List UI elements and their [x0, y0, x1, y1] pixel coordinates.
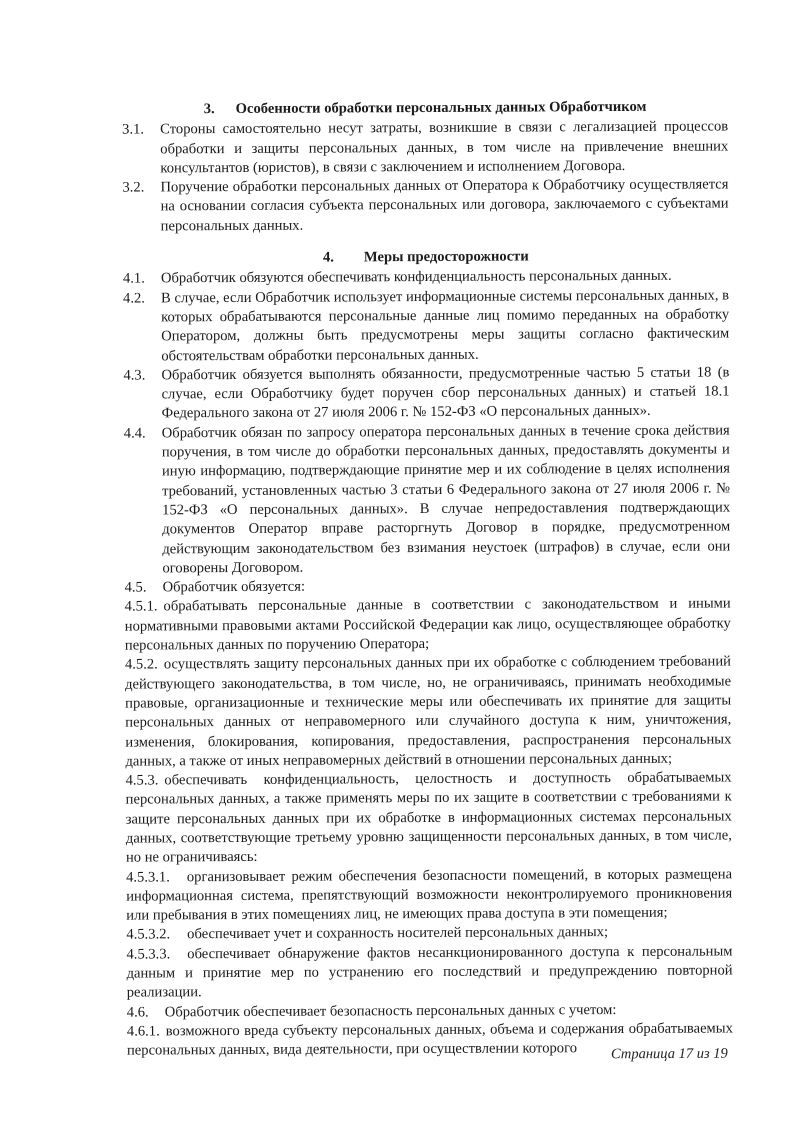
- clause: [122, 176, 728, 237]
- clause-number: 3.2.: [122, 179, 145, 196]
- clause-text: Обработчик обеспечивает безопасность персональных данных с учетом:: [164, 1001, 617, 1021]
- clause: [126, 942, 732, 1003]
- clause-text: обрабатывать персональные данные в соответствии с законодательством и иными нормативными правовыми актами Российской Федерации как лицо, осуществляющее обработку персональных данных по поручению Оператора;: [124, 595, 731, 654]
- clause-number: 4.1.: [122, 270, 145, 287]
- clause-number: 4.4.: [123, 425, 146, 442]
- page-number: Страница 17 из 19: [611, 1045, 729, 1063]
- clause-number: 4.5.3.1.: [126, 868, 170, 886]
- clause-number: 4.5.1.: [124, 598, 158, 616]
- clause-text: возможного вреда субъекту персональных данных, объема и содержания обрабатываемых персональных данных, вида деятельности, при осуществлении которого: [126, 1020, 733, 1059]
- clause: [124, 421, 731, 579]
- clause-text: Стороны самостоятельно несут затраты, возникшие в связи с легализацией процессов обработки и защиты персональных данных, в том числе на привлечение внешних консультантов (юристов), в связи с заключением и исполнением Договора.: [160, 118, 729, 177]
- clause-text: Особенности обработки персональных данных Обработчиком: [235, 98, 647, 117]
- document-body: [122, 97, 733, 1061]
- clause-number: 4.5.2.: [124, 656, 158, 673]
- clause-text: обеспечивает учет и сохранность носителей персональных данных;: [187, 924, 609, 943]
- clause-text: Меры предосторожности: [363, 248, 529, 266]
- clause-number: 4.5.: [124, 579, 147, 596]
- clause-text: Обработчик обязан по запросу оператора персональных данных в течение срока действия поручения, в том числе до обработки персональных данных, предоставлять документы и иную информацию, подтверждающие принятие мер и их соблюдение в целях исполнения требований, установленных частью 3 статьи 6 Федерального закона от 27 июля 2006 г. № 152-ФЗ «О персональных данных». В случае непредоставления подтверждающих документов Оператор вправе расторгнуть Договор в порядке, предусмотренном действующим законодательством без взимания неустоек (штрафов) в случае, если они оговорены Договором.: [161, 422, 731, 577]
- clause-number: 4.: [322, 249, 334, 266]
- clause: [126, 768, 732, 868]
- clause-text: Обработчик обязуются обеспечивать конфиденциальность персональных данных.: [160, 268, 672, 287]
- clause: [122, 118, 728, 179]
- clause-number: 4.2.: [122, 290, 145, 307]
- clause: [125, 595, 731, 656]
- clause-text: Поручение обработки персональных данных от Оператора к Обработчику осуществляется на основании согласия субъекта персональных или договора, заключаемого с субъектами персональных данных.: [160, 176, 729, 235]
- clause-number: 4.6.1.: [126, 1023, 160, 1040]
- clause-text: обеспечивать конфиденциальность, целостность и доступность обрабатываемых персональных данных, а также применять меры по их защите в соответствии с требованиями к защите персональных данных при их обработке в информационных системах персональных данных, соответствующие третьему уровню защищенности персональных данных, в том числе, но не ограничиваясь:: [125, 769, 732, 866]
- clause-text: В случае, если Обработчик использует информационные системы персональных данных, в которых обрабатываются персональные данные лиц помимо переданных на обработку Оператором, должны быть предусмотрены меры защиты согласно фактическим обстоятельствам обработки персональных данных.: [160, 287, 730, 364]
- clause-text: организовывает режим обеспечения безопасности помещений, в которых размещена информационная система, препятствующий возможности неконтролируемого проникновения или пребывания в этих помещениях лиц, не имеющих права доступа в эти помещения;: [126, 865, 733, 924]
- clause: [125, 653, 732, 772]
- clause-text: осуществлять защиту персональных данных при их обработке с соблюдением требований действующего законодательства, в том числе, но, не ограничиваясь, принимать необходимые правовые, организационные и технические меры или обеспечивать их принятие для защиты персональных данных от неправомерного или случайного доступа к ним, уничтожения, изменения, блокирования, копирования, предоставления, распространения персональных данных, а также от иных неправомерных действий в отношении персональных данных;: [125, 653, 732, 770]
- clause-number: 3.1.: [122, 121, 145, 138]
- clause: [123, 363, 729, 424]
- clause-text: Обработчик обязуется выполнять обязанности, предусмотренные частью 5 статьи 18 (в случае, если Обработчику будет поручен сбор персональных данных) и статьей 18.1 Федерального закона от 27 июля 2006 г. № 152-ФЗ «О персональных данных».: [161, 364, 730, 422]
- clause-text: Обработчик обязуется:: [162, 578, 306, 596]
- clause-number: 4.5.3.3.: [126, 946, 171, 963]
- clause-number: 4.5.3.: [125, 772, 159, 789]
- clause-number: 4.6.: [126, 1004, 149, 1021]
- clause-number: 3.: [203, 101, 215, 118]
- clause: [126, 865, 732, 926]
- section-heading: [122, 97, 728, 119]
- section-heading: [123, 246, 729, 268]
- clause-number: 4.5.3.2.: [126, 926, 171, 944]
- clause-text: обеспечивает обнаружение фактов несанкционированного доступа к персональным данным и принятие мер по устранению его последствий и предупреждению повторной реализации.: [126, 943, 733, 1001]
- clause: [123, 286, 729, 366]
- clause-number: 4.3.: [123, 367, 146, 384]
